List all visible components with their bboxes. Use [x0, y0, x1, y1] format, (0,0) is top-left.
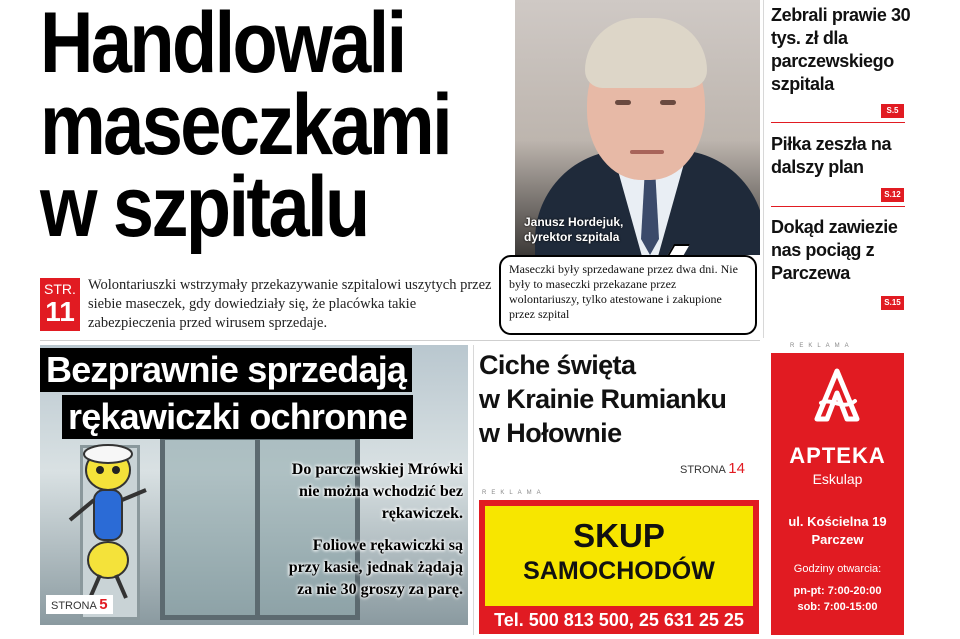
- holidays-title-line-2: w Krainie Rumianku: [479, 384, 727, 414]
- pharmacy-address-line-1: ul. Kościelna 19: [788, 514, 887, 529]
- sidebar-page-tag-3: S.15: [881, 296, 904, 310]
- caption-name: Janusz Hordejuk,: [524, 215, 624, 229]
- strona-label: STRONA: [680, 464, 726, 476]
- headline-line-3: w szpitalu: [40, 159, 368, 255]
- main-headline[interactable]: [40, 0, 504, 255]
- lead-paragraph: Wolontariuszki wstrzymały przekazywanie szpitalowi uszytych przez siebie maseczek, gdy dowiedziały się, że placówka takie zabezpieczenia przed wirusem sprzedaje.: [88, 277, 492, 331]
- sidebar-story-2[interactable]: Piłka zeszła na dalszy plan: [771, 134, 892, 177]
- gloves-text-2-line-2: przy kasie, jednak żądają: [288, 559, 463, 576]
- headline-line-2: maseczkami: [40, 77, 451, 173]
- pharmacy-subname: Eskulap: [812, 471, 863, 487]
- page-reference-badge[interactable]: [40, 278, 80, 331]
- section-separator: [40, 340, 760, 341]
- gloves-text-2: [289, 535, 463, 601]
- strona-label: STRONA: [51, 600, 97, 612]
- pharmacy-hours-weekdays: pn-pt: 7:00-20:00: [793, 585, 882, 597]
- gloves-text-1-line-1: Do parczewskiej Mrówki: [291, 461, 463, 478]
- gloves-text-1-line-2: nie można wchodzić bez: [299, 483, 463, 500]
- gloves-page-reference[interactable]: [46, 595, 113, 614]
- gloves-text-1-line-3: rękawiczek.: [381, 505, 463, 522]
- holidays-title-line-1: Ciche święta: [479, 350, 636, 380]
- sidebar-page-tag-2: S.12: [881, 188, 904, 202]
- skup-line-2: SAMOCHODÓW: [523, 557, 715, 585]
- car-buying-advert[interactable]: [479, 500, 759, 634]
- pharmacy-advert[interactable]: [771, 353, 904, 635]
- photo-caption: [524, 215, 623, 245]
- pharmacy-address-line-2: Parczew: [811, 532, 864, 547]
- gloves-text-1: [292, 459, 463, 525]
- pharmacy-hours-saturday: sob: 7:00-15:00: [797, 601, 878, 613]
- pharmacy-hours-title: Godziny otwarcia:: [793, 563, 882, 575]
- strona-number: 5: [99, 596, 108, 613]
- gloves-text-2-line-1: Foliowe rękawiczki są: [312, 537, 463, 554]
- gloves-title-line-2: rękawiczki ochronne: [62, 395, 413, 439]
- skup-phone: Tel. 500 813 500, 25 631 25 25: [494, 610, 744, 630]
- sidebar-divider: [771, 206, 905, 207]
- strona-number: 14: [728, 460, 745, 477]
- ant-mascot-icon: [60, 440, 155, 600]
- pharmacy-logo-icon: [807, 367, 867, 427]
- holidays-story-title[interactable]: [479, 348, 759, 450]
- pharmacy-hours: [771, 583, 904, 615]
- str-label: STR.: [44, 281, 76, 297]
- pharmacy-name: APTEKA: [789, 443, 886, 468]
- headline-line-1: Handlowali: [40, 0, 405, 91]
- column-divider: [473, 345, 474, 635]
- caption-role: dyrektor szpitala: [524, 230, 620, 244]
- column-divider: [763, 0, 764, 338]
- advert-label: REKLAMA: [790, 343, 854, 349]
- holidays-page-reference[interactable]: [680, 460, 745, 477]
- str-number: 11: [45, 296, 75, 327]
- pharmacy-address: [771, 513, 904, 549]
- sidebar-story-1[interactable]: Zebrali prawie 30 tys. zł dla parczewskiego szpitala: [771, 5, 911, 94]
- gloves-story-title[interactable]: [40, 348, 468, 442]
- skup-line-1: SKUP: [573, 517, 665, 554]
- sidebar-divider: [771, 122, 905, 123]
- sidebar-page-tag-1: S.5: [881, 104, 904, 118]
- gloves-text-2-line-3: za nie 30 groszy za parę.: [297, 581, 463, 598]
- quote-bubble: Maseczki były sprzedawane przez dwa dni. Nie były to maseczki przekazane przez wolontariuszy, tylko atestowane i zakupione przez szpital: [499, 255, 757, 335]
- gloves-title-line-1: Bezprawnie sprzedają: [40, 348, 412, 392]
- sidebar-story-3[interactable]: Dokąd zawiezie nas pociąg z Parczewa: [771, 217, 898, 283]
- holidays-title-line-3: w Hołownie: [479, 418, 622, 448]
- advert-label: REKLAMA: [482, 490, 546, 496]
